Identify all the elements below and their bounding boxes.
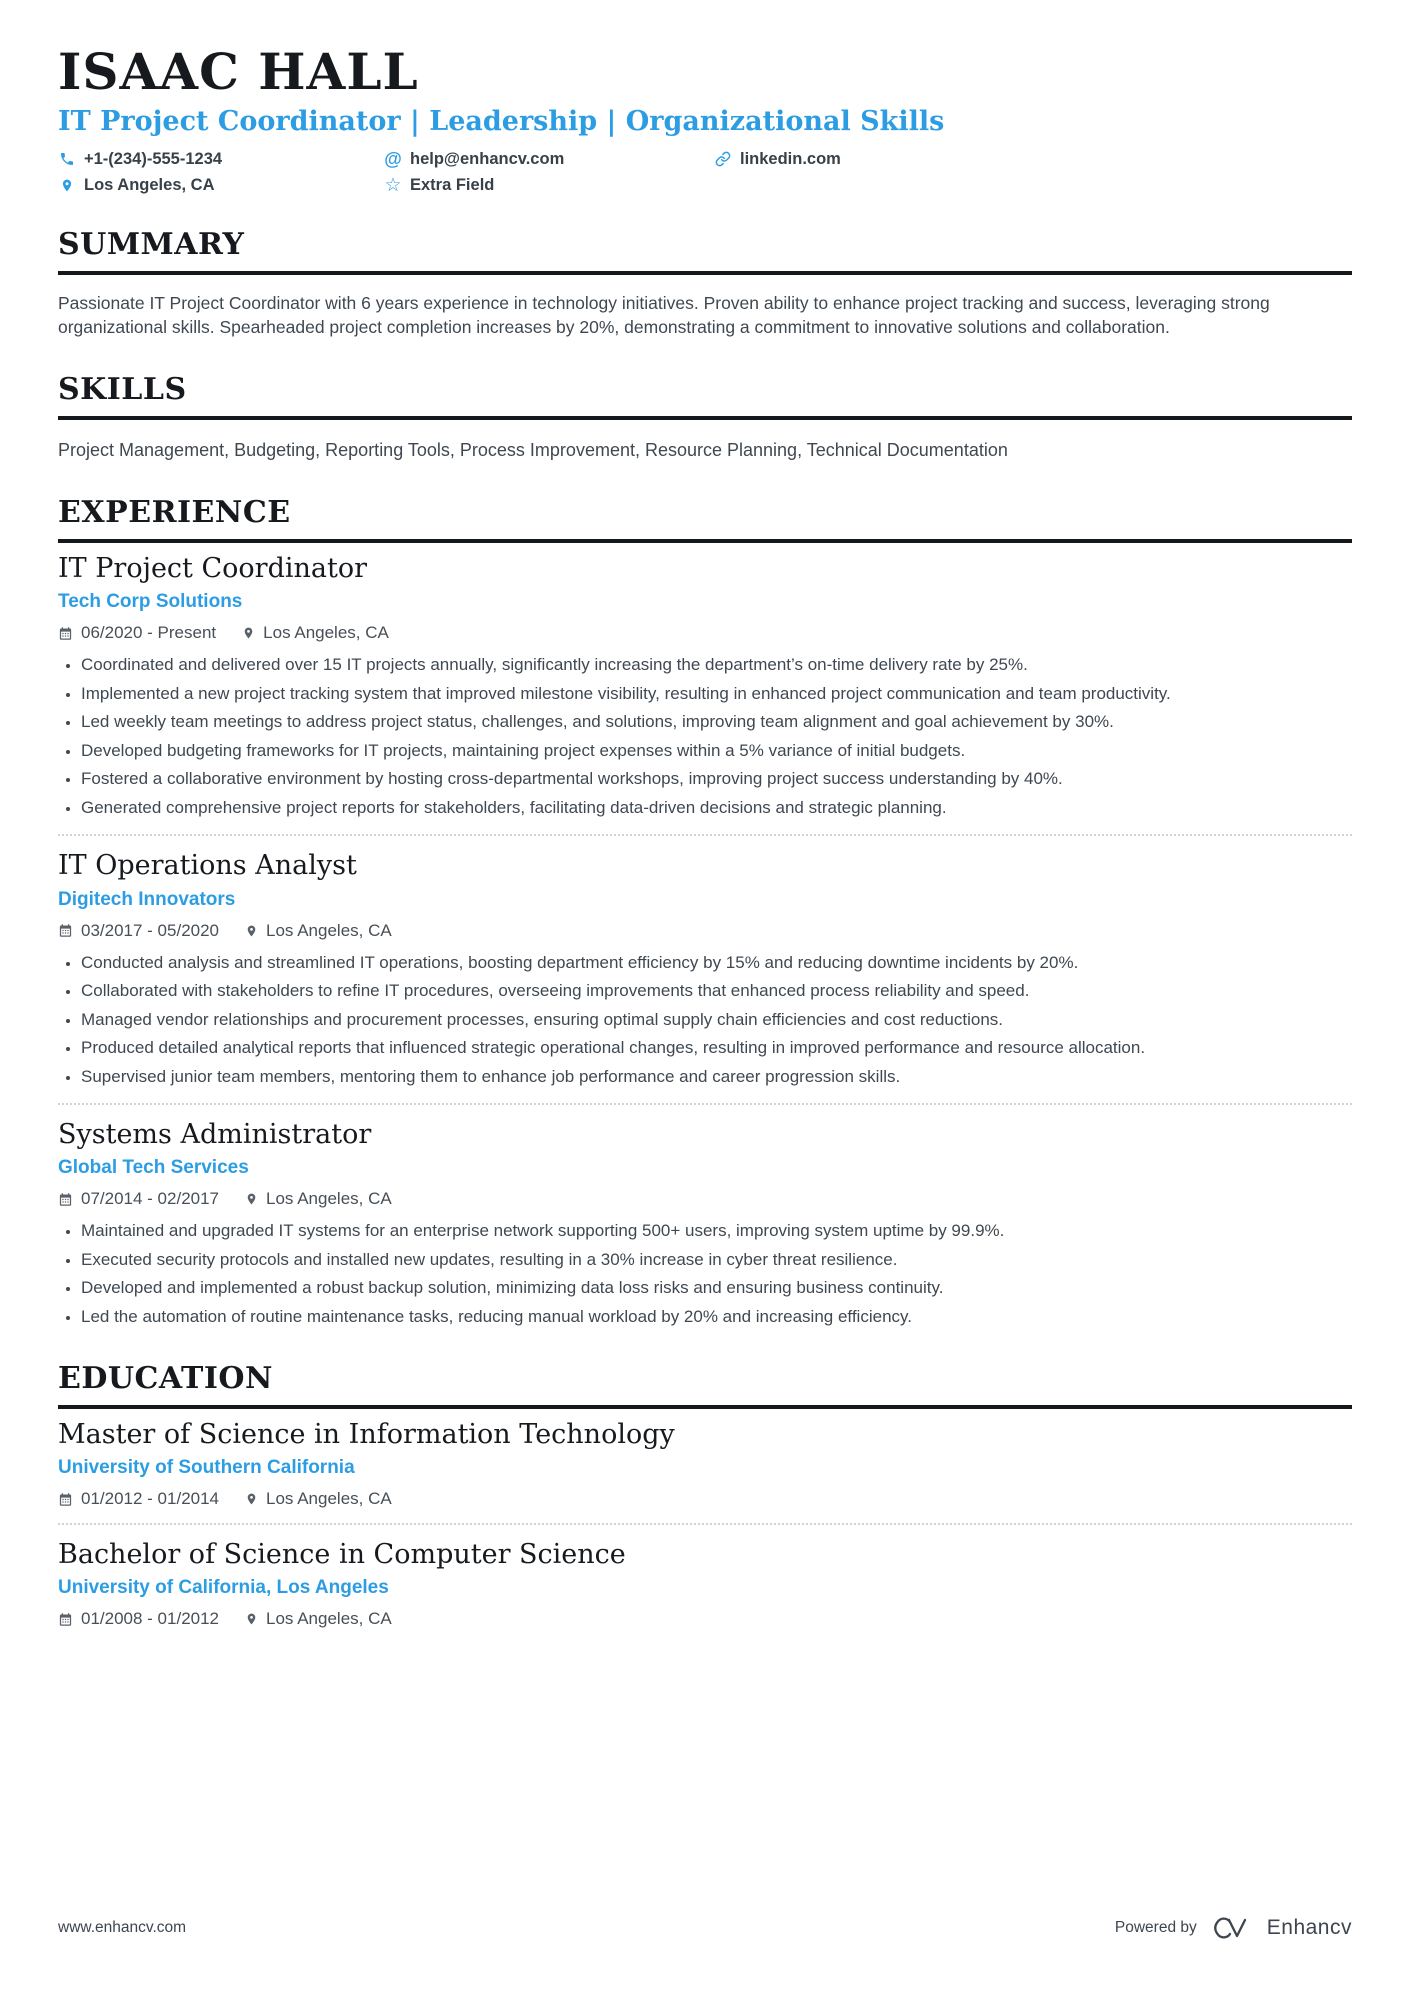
education-location — [245, 1489, 392, 1509]
bullet-item: • Managed vendor relationships and procurement processes, ensuring optimal supply chain efficiencies and cost reductions. — [81, 1007, 1352, 1033]
star-icon: ☆ — [384, 174, 402, 196]
education-heading: EDUCATION — [58, 1361, 1352, 1409]
experience-entry — [58, 553, 1352, 820]
bullet-item: • Executed security protocols and installed new updates, resulting in a 30% increase in cyber threat resilience. — [81, 1247, 1352, 1273]
bullet-item: • Led weekly team meetings to address project status, challenges, and solutions, improving team alignment and goal achievement by 30%. — [81, 709, 1352, 735]
location-icon — [245, 1491, 258, 1507]
bullet-item: • Generated comprehensive project reports for stakeholders, facilitating data-driven decisions and strategic planning. — [81, 795, 1352, 821]
education-entry — [58, 1419, 1352, 1509]
skills-heading: SKILLS — [58, 372, 1352, 420]
bullet-item: • Produced detailed analytical reports that influenced strategic operational changes, resulting in improved performance and resource allocation. — [81, 1035, 1352, 1061]
skills-list: Project Management, Budgeting, Reporting Tools, Process Improvement, Resource Planning, Technical Documentation — [58, 440, 1008, 461]
contact-location-text: Los Angeles, CA — [84, 175, 215, 194]
summary-heading: SUMMARY — [58, 227, 1352, 275]
education-meta — [58, 1489, 1352, 1509]
section-education — [58, 1361, 1352, 1629]
job-meta — [58, 1189, 1352, 1209]
date-range — [58, 623, 216, 643]
resume-header — [58, 42, 1352, 196]
company-name: Digitech Innovators — [58, 888, 236, 910]
contact-extra-text: Extra Field — [410, 175, 495, 194]
date-range-text: 07/2014 - 02/2017 — [81, 1189, 220, 1209]
date-range — [58, 1189, 219, 1209]
bullet-item: • Collaborated with stakeholders to refine IT procedures, overseeing improvements that enhanced process reliability and speed. — [81, 978, 1352, 1004]
bullet-list — [58, 950, 1352, 1090]
location-icon — [58, 177, 76, 194]
education-location-text: Los Angeles, CA — [266, 1489, 392, 1509]
job-title: IT Operations Analyst — [58, 850, 357, 882]
date-range-text: 06/2020 - Present — [81, 623, 217, 643]
degree-title: Master of Science in Information Technology — [58, 1419, 675, 1451]
bullet-item: • Coordinated and delivered over 15 IT projects annually, significantly increasing the department’s on-time delivery rate by 25%. — [81, 652, 1352, 678]
contact-extra-field — [384, 176, 714, 195]
education-location-text: Los Angeles, CA — [266, 1609, 392, 1629]
location-icon — [245, 923, 258, 939]
section-experience — [58, 495, 1352, 1329]
job-meta — [58, 921, 1352, 941]
company-name: Global Tech Services — [58, 1157, 249, 1179]
job-location-text: Los Angeles, CA — [266, 920, 392, 940]
footer-site-link[interactable]: www.enhancv.com — [58, 1919, 187, 1936]
summary-text: Passionate IT Project Coordinator with 6 years experience in technology initiatives. Proven ability to enhance project tracking and success, leveraging strong organizational skills. Spearheaded project completion increases by 20%, demonstrating a commitment to innovative solutions and collaboration. — [58, 292, 1270, 338]
date-range — [58, 921, 219, 941]
job-location — [245, 1189, 392, 1209]
bullet-item: • Supervised junior team members, mentoring them to enhance job performance and career progression skills. — [81, 1064, 1352, 1090]
school-name: University of California, Los Angeles — [58, 1577, 389, 1599]
date-range — [58, 1609, 219, 1629]
entry-divider — [58, 1103, 1352, 1105]
enhancv-wordmark: Enhancv — [1266, 1916, 1352, 1939]
page-footer — [58, 1913, 1352, 1943]
date-range-text: 03/2017 - 05/2020 — [81, 920, 220, 940]
bullet-item: • Conducted analysis and streamlined IT operations, boosting department efficiency by 15% and reducing downtime incidents by 20%. — [81, 950, 1352, 976]
job-location-text: Los Angeles, CA — [263, 623, 389, 643]
bullet-item: • Developed budgeting frameworks for IT projects, maintaining project expenses within a 5% variance of initial budgets. — [81, 738, 1352, 764]
bullet-item: • Developed and implemented a robust backup solution, minimizing data loss risks and ensuring business continuity. — [81, 1275, 1352, 1301]
education-location — [245, 1609, 392, 1629]
bullet-list — [58, 1218, 1352, 1329]
job-location — [245, 921, 392, 941]
date-range — [58, 1489, 219, 1509]
candidate-headline: IT Project Coordinator | Leadership | Organizational Skills — [58, 105, 945, 137]
contact-email[interactable] — [384, 150, 714, 169]
bullet-item: • Led the automation of routine maintenance tasks, reducing manual workload by 20% and increasing efficiency. — [81, 1304, 1352, 1330]
section-skills — [58, 372, 1352, 463]
experience-entry — [58, 850, 1352, 1089]
phone-icon — [58, 151, 76, 167]
school-name: University of Southern California — [58, 1457, 355, 1479]
location-icon — [245, 1611, 258, 1627]
calendar-icon — [58, 1192, 73, 1207]
bullet-list — [58, 652, 1352, 820]
powered-by[interactable] — [1115, 1913, 1352, 1943]
contact-location — [58, 176, 384, 195]
contact-phone-text: +1-(234)-555-1234 — [84, 149, 223, 168]
entry-divider — [58, 834, 1352, 836]
email-icon: @ — [384, 149, 402, 170]
entry-divider — [58, 1523, 1352, 1525]
job-title: IT Project Coordinator — [58, 553, 367, 585]
education-meta — [58, 1609, 1352, 1629]
company-name: Tech Corp Solutions — [58, 591, 243, 613]
link-icon — [714, 151, 732, 167]
job-location — [242, 623, 389, 643]
location-icon — [245, 1191, 258, 1207]
date-range-text: 01/2008 - 01/2012 — [81, 1609, 220, 1629]
bullet-item: • Implemented a new project tracking system that improved milestone visibility, resulting in enhanced project communication and team productivity. — [81, 681, 1352, 707]
calendar-icon — [58, 923, 73, 938]
calendar-icon — [58, 1492, 73, 1507]
contact-linkedin-text[interactable]: linkedin.com — [740, 149, 841, 168]
job-title: Systems Administrator — [58, 1119, 372, 1151]
contact-email-text[interactable]: help@enhancv.com — [410, 149, 565, 168]
contact-linkedin[interactable] — [714, 150, 1352, 169]
job-location-text: Los Angeles, CA — [266, 1189, 392, 1209]
calendar-icon — [58, 1612, 73, 1627]
experience-entry — [58, 1119, 1352, 1329]
job-meta — [58, 623, 1352, 643]
education-entry — [58, 1539, 1352, 1629]
candidate-name: ISAAC HALL — [58, 42, 419, 101]
location-icon — [242, 625, 255, 641]
contact-phone — [58, 150, 384, 169]
date-range-text: 01/2012 - 01/2014 — [81, 1489, 220, 1509]
contact-info — [58, 150, 1352, 195]
calendar-icon — [58, 626, 73, 641]
experience-heading: EXPERIENCE — [58, 495, 1352, 543]
bullet-item: • Maintained and upgraded IT systems for an enterprise network supporting 500+ users, improving system uptime by 99.9%. — [81, 1218, 1352, 1244]
enhancv-logo-icon — [1209, 1913, 1255, 1943]
section-summary — [58, 227, 1352, 341]
bullet-item: • Fostered a collaborative environment by hosting cross-departmental workshops, improving project success understanding by 40%. — [81, 766, 1352, 792]
degree-title: Bachelor of Science in Computer Science — [58, 1539, 626, 1571]
powered-by-label: Powered by — [1114, 1919, 1197, 1936]
